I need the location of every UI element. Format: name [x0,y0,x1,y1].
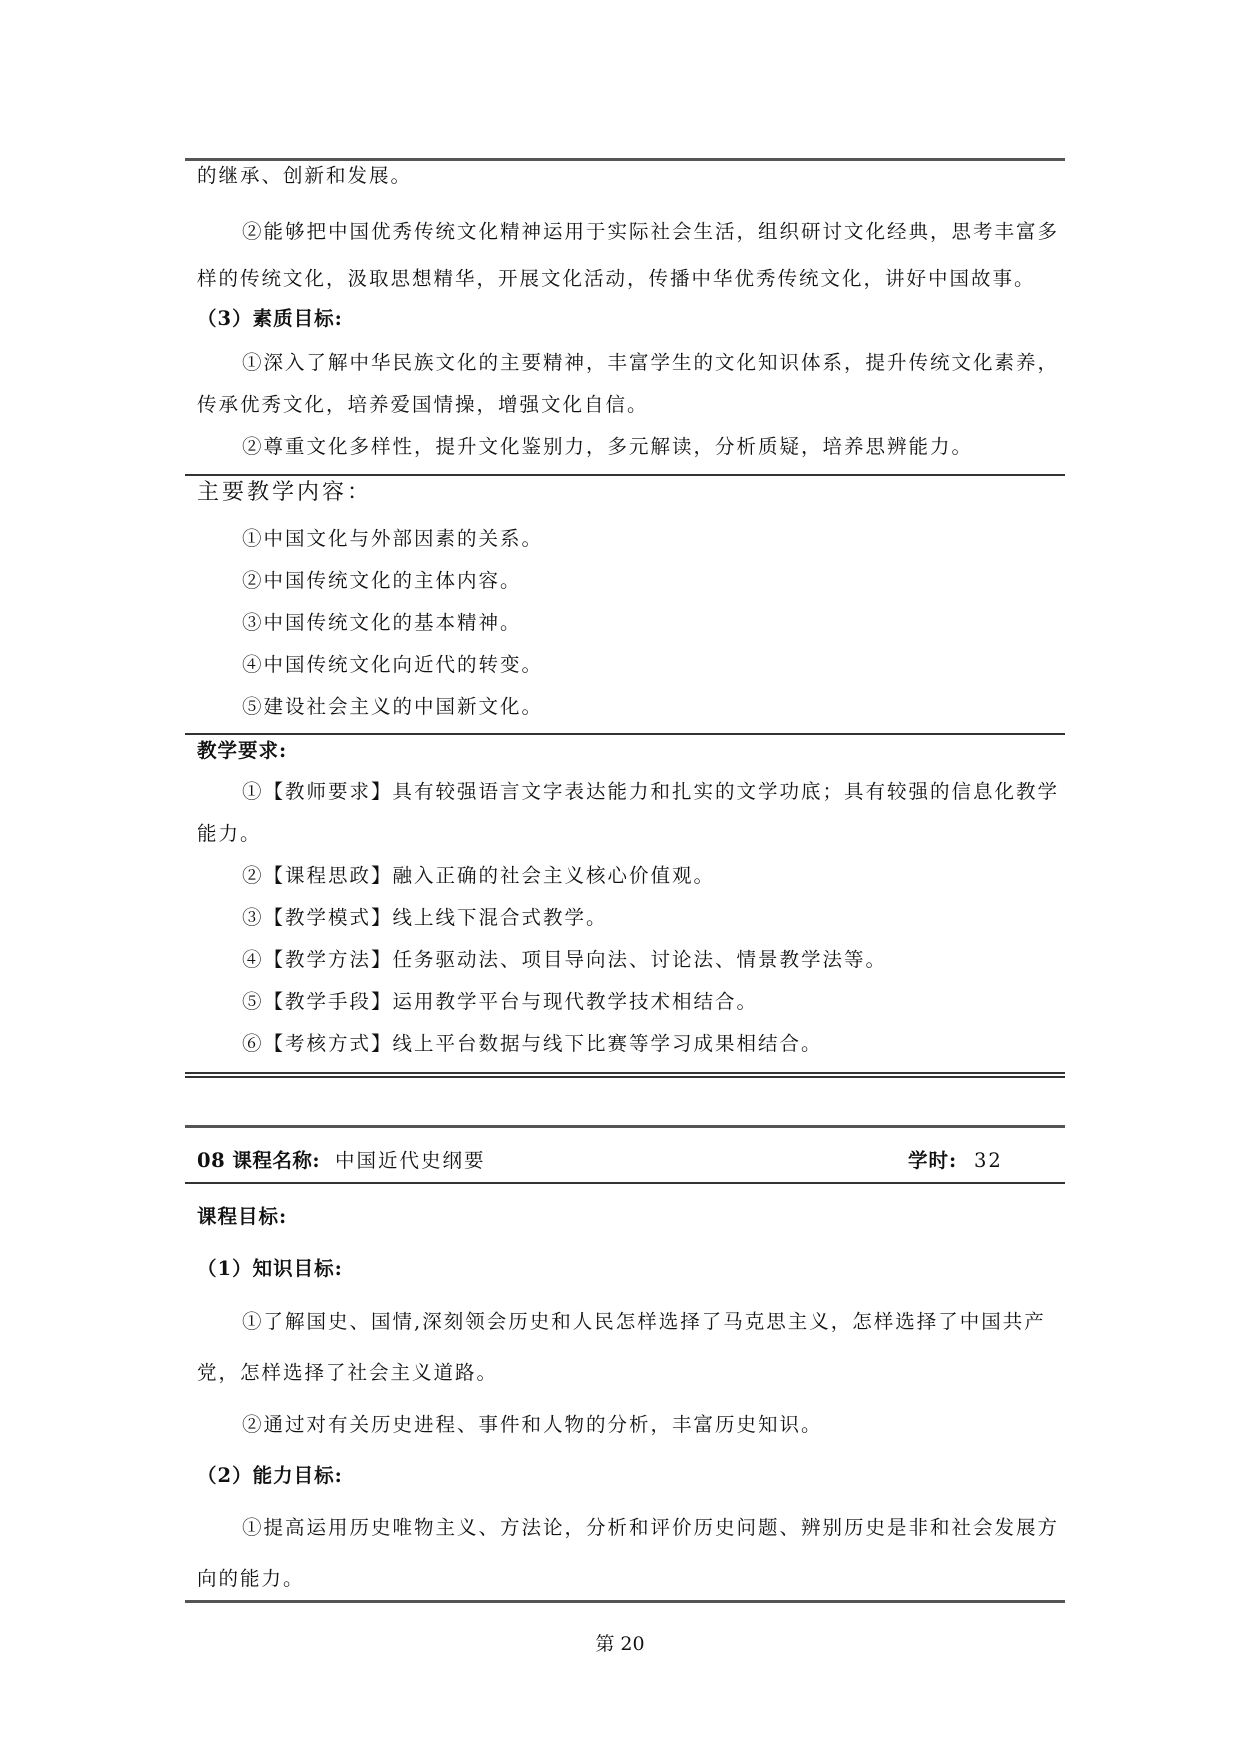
requirement-item-1-line2: 能力。 [197,822,262,845]
page-number: 第 20 [595,1633,645,1655]
divider-content [185,474,1065,476]
requirement-item: ②【课程思政】融入正确的社会主义核心价值观。 [242,864,716,887]
bottom-rule [185,1600,1065,1603]
requirement-item: ③【教学模式】线上线下混合式教学。 [242,906,608,929]
content-item: ④中国传统文化向近代的转变。 [242,653,544,676]
content-item: ③中国传统文化的基本精神。 [242,611,522,634]
quality-item-1-line1: ①深入了解中华民族文化的主要精神，丰富学生的文化知识体系，提升传统文化素养， [242,351,1060,374]
course-name-value: 中国近代史纲要 [335,1149,486,1172]
content-heading: 主要教学内容： [197,480,373,505]
requirement-item: ⑤【教学手段】运用教学平台与现代教学技术相结合。 [242,990,759,1013]
requirement-item: ④【教学方法】任务驱动法、项目导向法、讨论法、情景教学法等。 [242,948,888,971]
knowledge-goal-heading: （1）知识目标: [197,1257,343,1280]
content-item: ①中国文化与外部因素的关系。 [242,527,544,550]
ability-item-1-line1: ①提高运用历史唯物主义、方法论，分析和评价历史问题、辨别历史是非和社会发展方 [242,1516,1060,1539]
ability-item-2-line2: 样的传统文化，汲取思想精华，开展文化活动，传播中华优秀传统文化，讲好中国故事。 [197,267,1036,290]
requirement-item-1-line1: ①【教师要求】具有较强语言文字表达能力和扎实的文学功底；具有较强的信息化教学 [242,780,1060,803]
course-name-label: 08 课程名称: [197,1149,321,1172]
quality-item-1-line2: 传承优秀文化，培养爱国情操，增强文化自信。 [197,393,649,416]
knowledge-item-2: ②通过对有关历史进程、事件和人物的分析，丰富历史知识。 [242,1413,823,1436]
requirement-item: ⑥【考核方式】线上平台数据与线下比赛等学习成果相结合。 [242,1032,823,1055]
course-header-divider [185,1182,1065,1184]
quality-item-2: ②尊重文化多样性，提升文化鉴别力，多元解读，分析质疑，培养思辨能力。 [242,435,974,458]
ability-item-1-line2: 向的能力。 [197,1567,305,1590]
knowledge-item-1-line1: ①了解国史、国情,深刻领会历史和人民怎样选择了马克思主义，怎样选择了中国共产 [242,1310,1046,1333]
hours-label: 学时: [908,1149,958,1172]
course-goal-heading: 课程目标: [197,1205,288,1228]
requirements-heading: 教学要求: [197,739,288,762]
continuation-text: 的继承、创新和发展。 [197,164,413,187]
divider-requirements [185,733,1065,735]
ability-goal-heading: （2）能力目标: [197,1464,343,1487]
content-item: ②中国传统文化的主体内容。 [242,569,522,592]
course-top-rule [185,1125,1065,1128]
top-rule [185,158,1065,161]
content-item: ⑤建设社会主义的中国新文化。 [242,695,544,718]
section-end-double-rule [185,1072,1065,1078]
ability-item-2-line1: ②能够把中国优秀传统文化精神运用于实际社会生活，组织研讨文化经典，思考丰富多 [242,220,1060,243]
quality-goal-heading: （3）素质目标: [197,307,343,330]
knowledge-item-1-line2: 党，怎样选择了社会主义道路。 [197,1361,499,1384]
hours-value: 32 [974,1149,1003,1172]
